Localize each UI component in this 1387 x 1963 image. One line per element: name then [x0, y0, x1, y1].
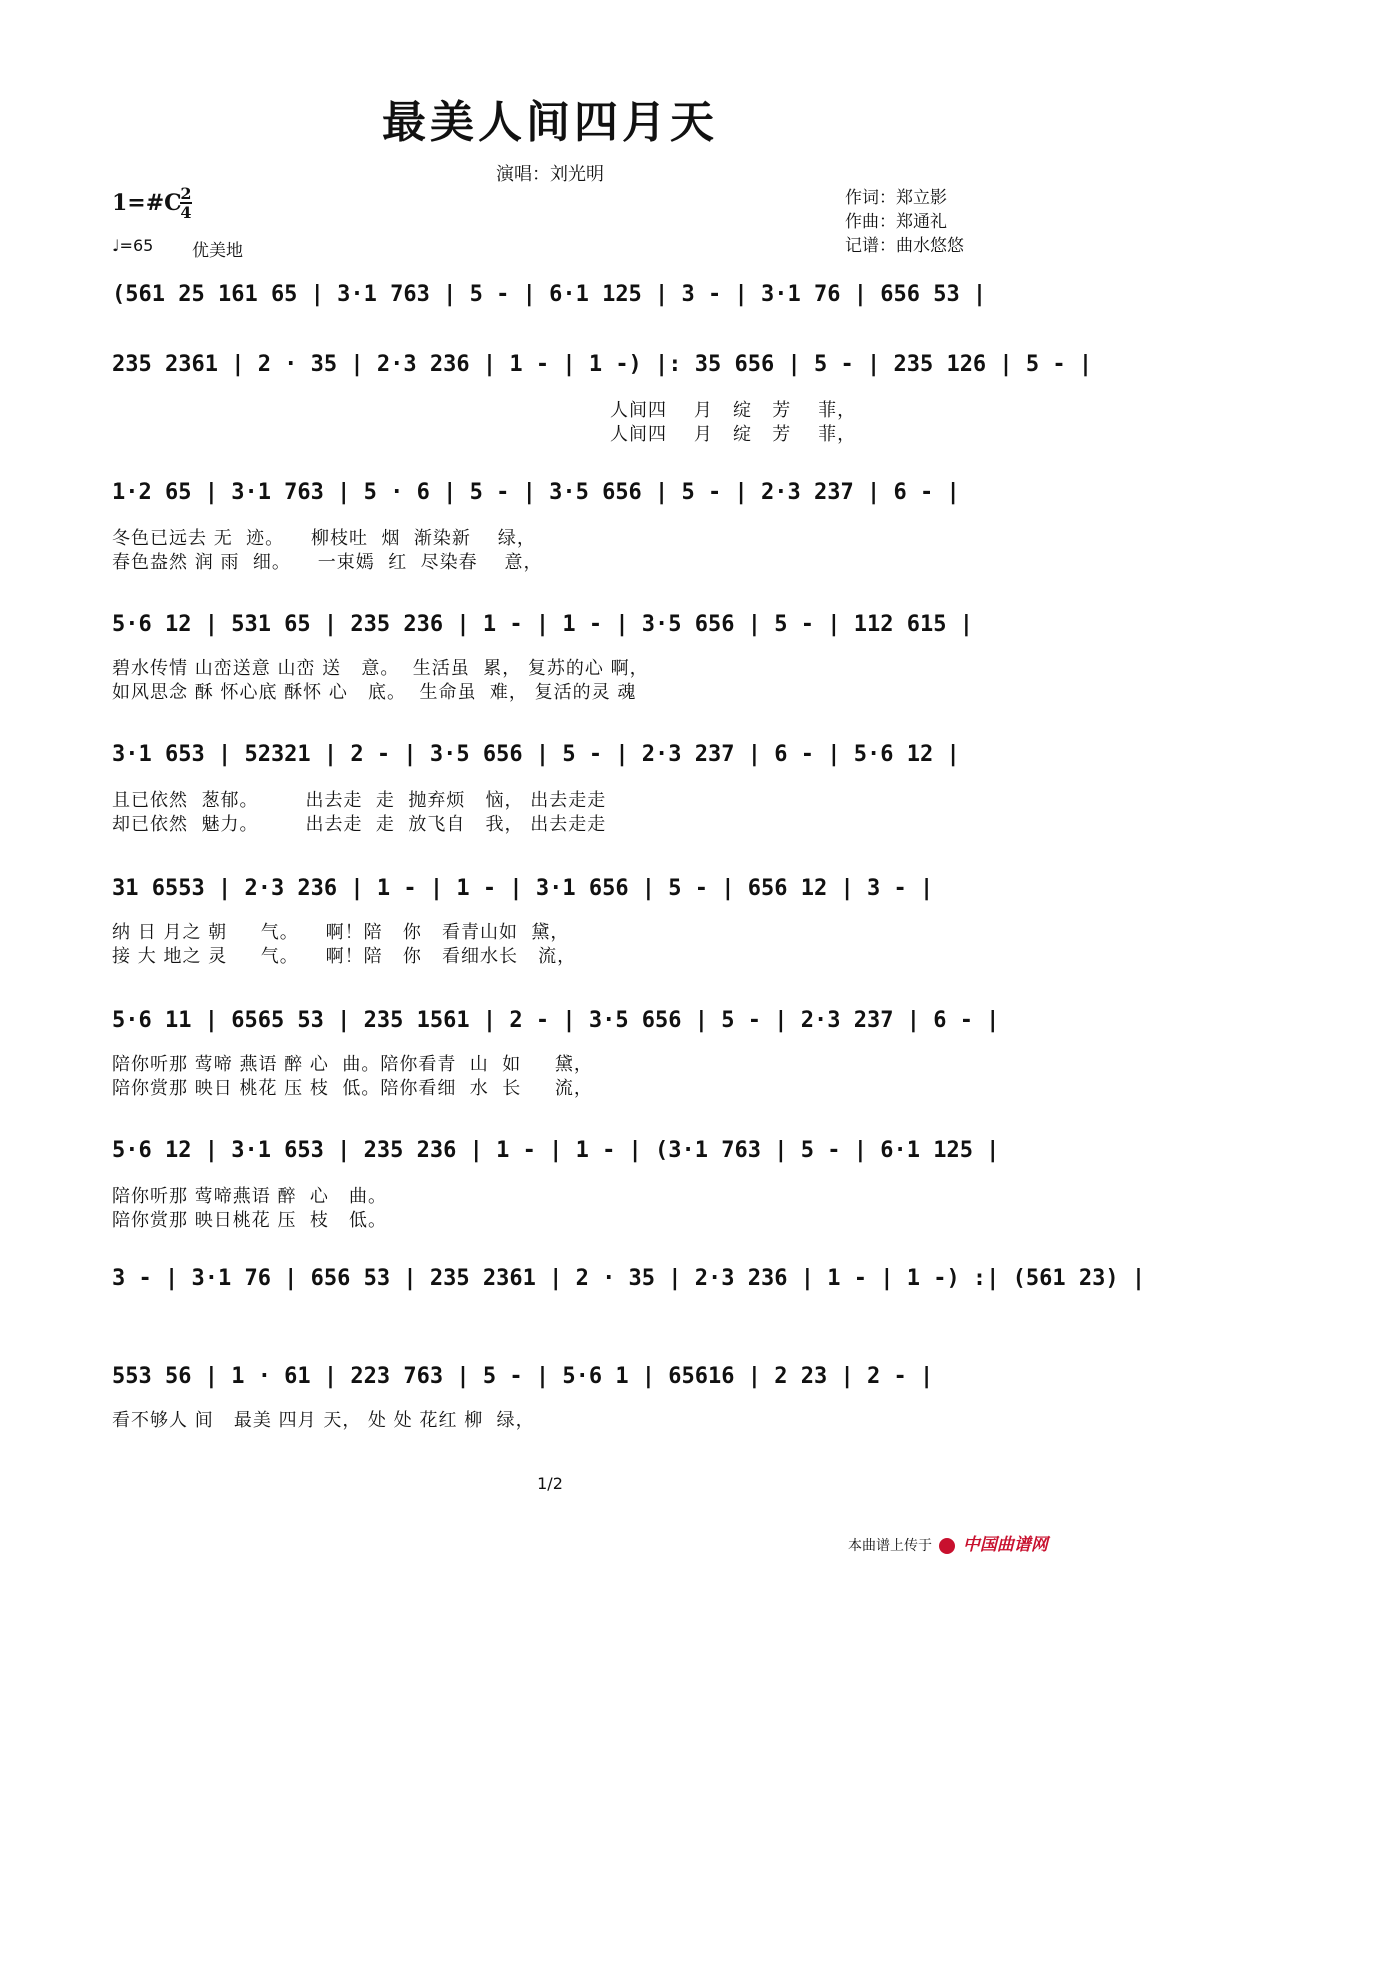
score-line: 1·2 65 | 3·1 763 | 5 · 6 | 5 - | 3·5 656 | 5 - | 2·3 237 | 6 - |	[112, 480, 960, 505]
lyric-line: 如风思念 酥 怀心底 酥怀 心 底。 生命虽 难， 复活的灵 魂	[112, 682, 637, 703]
score-line: 31 6553 | 2·3 236 | 1 - | 1 - | 3·1 656 | 5 - | 656 12 | 3 - |	[112, 876, 934, 901]
tempo-marking: ♩=65	[112, 236, 154, 255]
key-signature: 1=#C	[112, 190, 182, 216]
lyric-line: 陪你听那 莺啼燕语 醉 心 曲。	[112, 1186, 388, 1207]
score-line: 3·1 653 | 52321 | 2 - | 3·5 656 | 5 - | 2·3 237 | 6 - | 5·6 12 |	[112, 742, 960, 767]
composer-credit: 作曲：郑通礼	[845, 212, 947, 232]
lyric-line: 春色盎然 润 雨 细。 一束嫣 红 尽染春 意，	[112, 552, 543, 573]
footer-brand: 中国曲谱网	[962, 1535, 1048, 1555]
credits-block	[845, 186, 964, 258]
footer-credit	[848, 1530, 1048, 1555]
score-line: 5·6 12 | 531 65 | 235 236 | 1 - | 1 - | 3·5 656 | 5 - | 112 615 |	[112, 612, 973, 637]
lyric-line: 陪你赏那 映日桃花 压 枝 低。	[112, 1210, 388, 1231]
lyric-line: 看不够人 间 最美 四月 天， 处 处 花红 柳 绿，	[112, 1410, 535, 1431]
lyric-line: 人间四 月 绽 芳 菲，	[610, 424, 857, 445]
lyric-line: 却已依然 魅力。 出去走 走 放飞自 我， 出去走走	[112, 814, 607, 835]
score-line: (561 25 161 65 | 3·1 763 | 5 - | 6·1 125 | 3 - | 3·1 76 | 656 53 |	[112, 282, 987, 307]
score-line: 553 56 | 1 · 61 | 223 763 | 5 - | 5·6 1 | 65616 | 2 23 | 2 - |	[112, 1364, 934, 1389]
lyricist-credit: 作词：郑立影	[845, 188, 947, 208]
site-logo-icon	[939, 1538, 955, 1554]
time-signature-top: 2	[180, 184, 192, 203]
lyric-line: 且已依然 葱郁。 出去走 走 抛弃烦 恼， 出去走走	[112, 790, 607, 811]
footer-text: 本曲谱上传于	[848, 1538, 932, 1554]
expression-marking: 优美地	[192, 241, 243, 261]
score-line: 5·6 12 | 3·1 653 | 235 236 | 1 - | 1 - | (3·1 763 | 5 - | 6·1 125 |	[112, 1138, 1000, 1163]
score-line: 5·6 11 | 6565 53 | 235 1561 | 2 - | 3·5 656 | 5 - | 2·3 237 | 6 - |	[112, 1008, 1000, 1033]
score-line: 235 2361 | 2 · 35 | 2·3 236 | 1 - | 1 -) |: 35 656 | 5 - | 235 126 | 5 - |	[112, 352, 1093, 377]
lyric-line: 陪你听那 莺啼 燕语 醉 心 曲。陪你看青 山 如 黛，	[112, 1054, 593, 1075]
lyric-line: 碧水传情 山峦送意 山峦 送 意。 生活虽 累， 复苏的心 啊，	[112, 658, 649, 679]
time-signature	[180, 186, 192, 220]
lyric-line: 纳 日 月之 朝 气。 啊！陪 你 看青山如 黛，	[112, 922, 570, 943]
score-line: 3 - | 3·1 76 | 656 53 | 235 2361 | 2 · 35 | 2·3 236 | 1 - | 1 -) :| (561 23) |	[112, 1266, 1146, 1291]
singer-credit: 演唱：刘光明	[496, 164, 604, 185]
lyric-line: 人间四 月 绽 芳 菲，	[610, 400, 857, 421]
time-signature-bottom: 4	[180, 203, 192, 222]
lyric-line: 接 大 地之 灵 气。 啊！陪 你 看细水长 流，	[112, 946, 577, 967]
lyric-line: 冬色已远去 无 迹。 柳枝吐 烟 渐染新 绿，	[112, 528, 536, 549]
transcriber-credit: 记谱：曲水悠悠	[845, 236, 964, 256]
page-title: 最美人间四月天	[382, 97, 718, 148]
page-number: 1/2	[537, 1474, 563, 1493]
lyric-line: 陪你赏那 映日 桃花 压 枝 低。陪你看细 水 长 流，	[112, 1078, 593, 1099]
